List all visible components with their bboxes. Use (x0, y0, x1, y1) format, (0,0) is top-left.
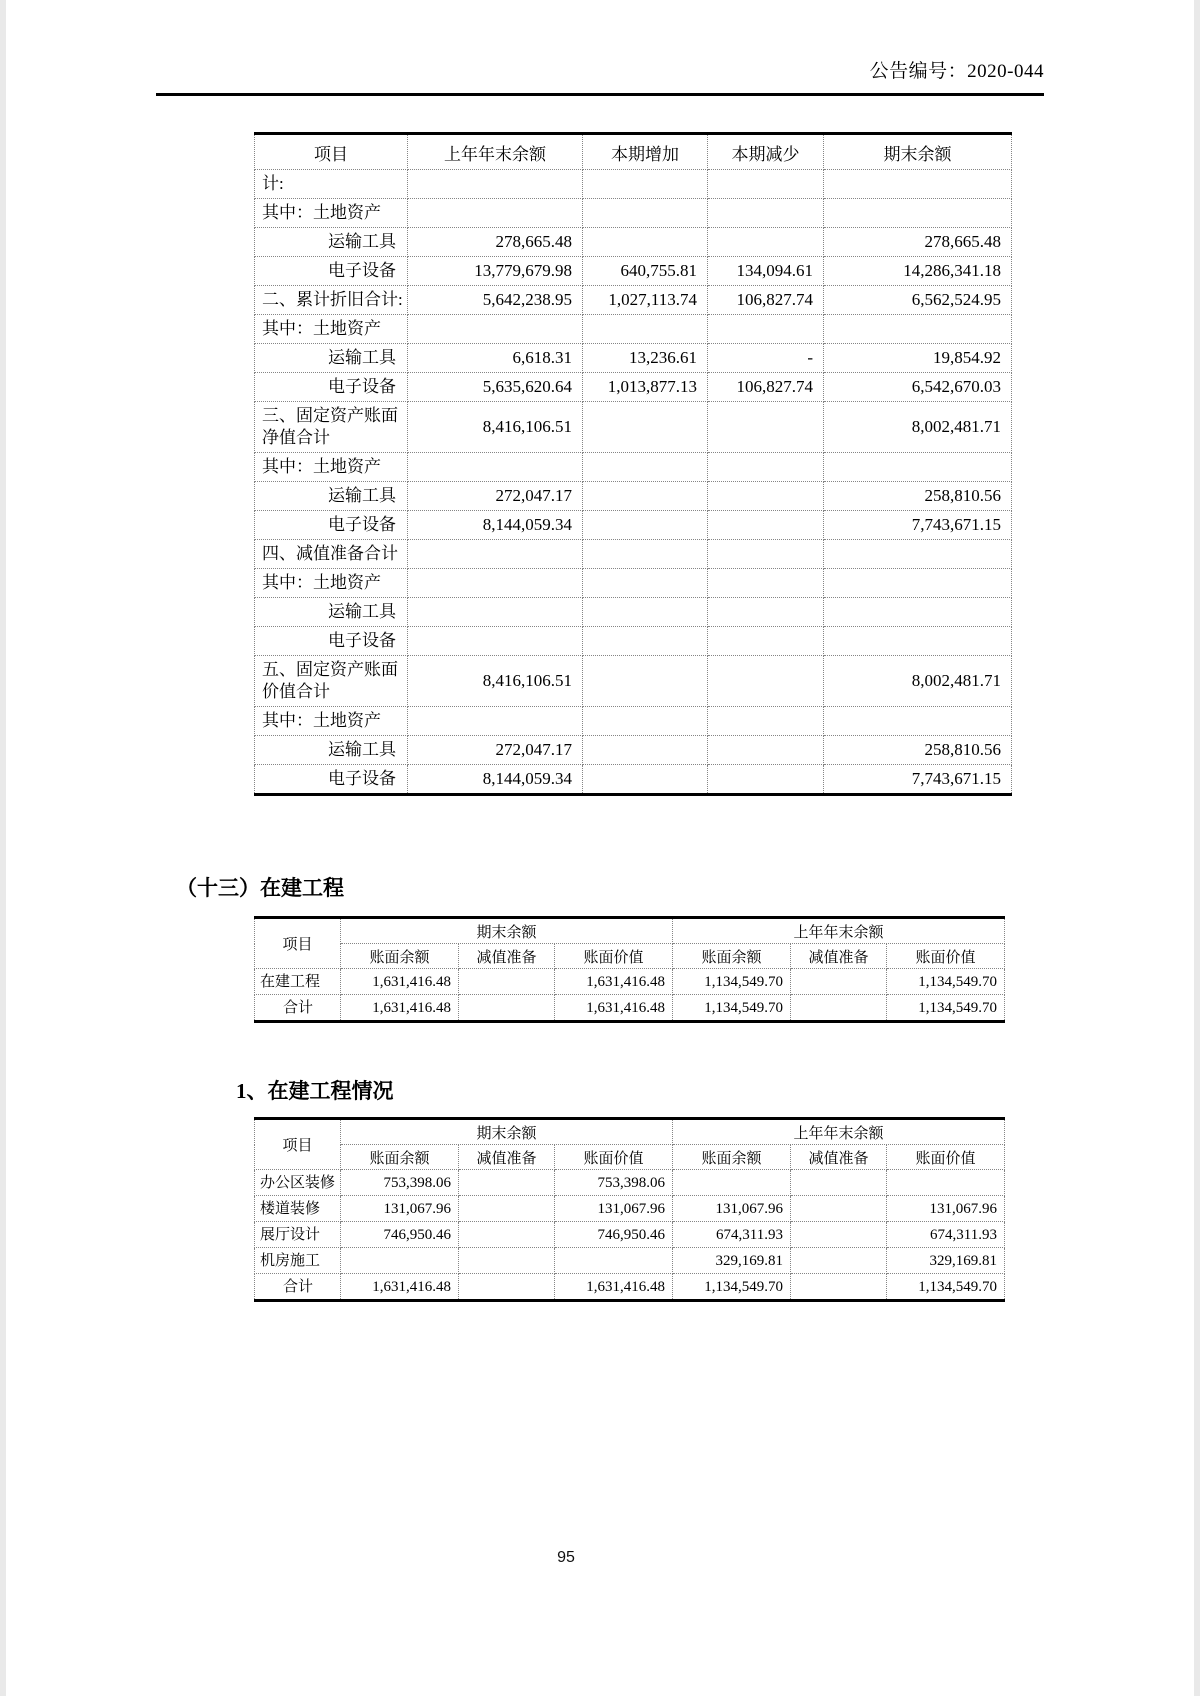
row-label: 在建工程 (255, 969, 341, 995)
cip-detail-table-wrapper (254, 1117, 1044, 1302)
cell-ending-impairment (459, 1274, 555, 1301)
row-label: 其中：土地资产 (255, 315, 408, 344)
cell-prev-book-value: 329,169.81 (887, 1248, 1005, 1274)
cell-period-increase (583, 453, 708, 482)
cell-prev-book-balance: 329,169.81 (673, 1248, 791, 1274)
table-row (255, 402, 1012, 453)
row-label: 运输工具 (255, 598, 408, 627)
row-label: 运输工具 (255, 736, 408, 765)
table-row (255, 344, 1012, 373)
cell-prev-year-balance (408, 627, 583, 656)
cell-ending-balance: 7,743,671.15 (824, 765, 1012, 795)
cell-prev-year-balance (408, 569, 583, 598)
cell-period-increase (583, 569, 708, 598)
row-label: 展厅设计 (255, 1222, 341, 1248)
sub-header-book-value: 账面价值 (555, 1145, 673, 1170)
cell-prev-year-balance (408, 199, 583, 228)
cell-prev-impairment (791, 1274, 887, 1301)
row-label: 电子设备 (255, 257, 408, 286)
cell-prev-impairment (791, 1196, 887, 1222)
row-label: 合计 (255, 1274, 341, 1301)
row-label: 合计 (255, 995, 341, 1022)
cip-detail-sub-header-row (255, 1145, 1005, 1170)
cell-ending-book-balance: 1,631,416.48 (341, 1274, 459, 1301)
cell-ending-balance: 19,854.92 (824, 344, 1012, 373)
cell-prev-year-balance: 13,779,679.98 (408, 257, 583, 286)
cell-period-decrease (708, 569, 824, 598)
row-label: 计: (255, 170, 408, 199)
table-row (255, 736, 1012, 765)
cell-period-increase (583, 199, 708, 228)
row-label: 五、固定资产账面价值合计 (255, 656, 408, 707)
cell-prev-year-balance: 8,144,059.34 (408, 511, 583, 540)
row-label: 其中：土地资产 (255, 707, 408, 736)
section-title-cip-detail: 1、在建工程情况 (236, 1079, 394, 1103)
table-row (255, 540, 1012, 569)
cell-period-decrease: 106,827.74 (708, 286, 824, 315)
cell-ending-impairment (459, 1170, 555, 1196)
cell-ending-book-balance: 753,398.06 (341, 1170, 459, 1196)
cip-summary-sub-header-row (255, 944, 1005, 969)
row-label: 运输工具 (255, 344, 408, 373)
cell-ending-balance: 6,542,670.03 (824, 373, 1012, 402)
table-row (255, 286, 1012, 315)
cell-prev-year-balance: 272,047.17 (408, 736, 583, 765)
table-row (255, 656, 1012, 707)
cell-period-increase (583, 736, 708, 765)
cell-prev-impairment (791, 995, 887, 1022)
cell-prev-year-balance (408, 315, 583, 344)
cell-ending-book-value: 1,631,416.48 (555, 969, 673, 995)
cell-period-decrease: 134,094.61 (708, 257, 824, 286)
row-label: 电子设备 (255, 627, 408, 656)
cell-ending-impairment (459, 1248, 555, 1274)
cell-ending-balance (824, 598, 1012, 627)
cell-period-increase (583, 511, 708, 540)
col-header-prev-year-balance: 上年年末余额 (408, 134, 583, 170)
cell-ending-impairment (459, 969, 555, 995)
row-label: 三、固定资产账面净值合计 (255, 402, 408, 453)
row-label: 其中：土地资产 (255, 453, 408, 482)
row-label: 二、累计折旧合计: (255, 286, 408, 315)
cell-prev-book-balance: 1,134,549.70 (673, 1274, 791, 1301)
cell-period-increase (583, 765, 708, 795)
cell-period-decrease: - (708, 344, 824, 373)
cell-ending-balance: 8,002,481.71 (824, 656, 1012, 707)
cell-ending-balance (824, 707, 1012, 736)
col-header-ending-balance: 期末余额 (824, 134, 1012, 170)
sub-header-book-balance: 账面余额 (673, 1145, 791, 1170)
cell-ending-balance: 278,665.48 (824, 228, 1012, 257)
cip-summary-table (254, 916, 1005, 1023)
cell-ending-book-value: 1,631,416.48 (555, 995, 673, 1022)
cell-prev-year-balance (408, 170, 583, 199)
cell-ending-book-balance: 131,067.96 (341, 1196, 459, 1222)
cell-ending-balance: 258,810.56 (824, 736, 1012, 765)
cell-prev-year-balance: 272,047.17 (408, 482, 583, 511)
row-label: 电子设备 (255, 373, 408, 402)
sub-header-book-balance: 账面余额 (341, 944, 459, 969)
col-header-period-decrease: 本期减少 (708, 134, 824, 170)
cell-prev-book-value: 131,067.96 (887, 1196, 1005, 1222)
table-row (255, 228, 1012, 257)
cell-ending-impairment (459, 1196, 555, 1222)
cell-period-decrease (708, 765, 824, 795)
cell-prev-book-value: 1,134,549.70 (887, 1274, 1005, 1301)
cell-period-decrease (708, 656, 824, 707)
cell-prev-year-balance (408, 540, 583, 569)
cell-ending-balance: 8,002,481.71 (824, 402, 1012, 453)
cell-prev-book-balance (673, 1170, 791, 1196)
cell-period-decrease (708, 598, 824, 627)
cell-prev-year-balance: 278,665.48 (408, 228, 583, 257)
sub-header-book-value: 账面价值 (887, 944, 1005, 969)
sub-header-book-value: 账面价值 (887, 1145, 1005, 1170)
sub-header-impairment: 减值准备 (791, 1145, 887, 1170)
table-row (255, 598, 1012, 627)
table-row (255, 627, 1012, 656)
row-label: 电子设备 (255, 765, 408, 795)
cell-prev-year-balance: 6,618.31 (408, 344, 583, 373)
cell-period-decrease (708, 402, 824, 453)
cell-period-decrease (708, 482, 824, 511)
cell-period-increase (583, 482, 708, 511)
cell-ending-book-value (555, 1248, 673, 1274)
cell-prev-year-balance (408, 598, 583, 627)
cell-ending-balance (824, 540, 1012, 569)
cell-period-increase (583, 598, 708, 627)
cell-period-increase (583, 170, 708, 199)
page-number: 95 (557, 1549, 575, 1566)
page-content (6, 0, 1194, 1302)
cell-prev-year-balance: 5,635,620.64 (408, 373, 583, 402)
col-header-item: 项目 (255, 918, 341, 969)
row-label: 电子设备 (255, 511, 408, 540)
cell-period-decrease (708, 540, 824, 569)
col-header-period-increase: 本期增加 (583, 134, 708, 170)
cell-period-decrease (708, 627, 824, 656)
cell-period-increase (583, 656, 708, 707)
group-header-ending-balance: 期末余额 (341, 918, 673, 944)
cell-ending-book-balance (341, 1248, 459, 1274)
cell-ending-impairment (459, 1222, 555, 1248)
table-row (255, 1170, 1005, 1196)
cell-prev-book-balance: 131,067.96 (673, 1196, 791, 1222)
cip-summary-group-header-row (255, 918, 1005, 944)
cell-ending-balance (824, 627, 1012, 656)
table-row (255, 969, 1005, 995)
cell-ending-balance (824, 315, 1012, 344)
cell-prev-book-value: 674,311.93 (887, 1222, 1005, 1248)
row-label: 四、减值准备合计 (255, 540, 408, 569)
sub-header-book-balance: 账面余额 (341, 1145, 459, 1170)
cell-period-decrease: 106,827.74 (708, 373, 824, 402)
cell-ending-impairment (459, 995, 555, 1022)
group-header-prev-year-balance: 上年年末余额 (673, 1119, 1005, 1145)
cell-ending-balance (824, 453, 1012, 482)
section-title-construction-in-progress: （十三）在建工程 (176, 876, 344, 900)
cell-prev-impairment (791, 1248, 887, 1274)
fixed-assets-table-wrapper (254, 132, 1044, 796)
cell-ending-book-value: 131,067.96 (555, 1196, 673, 1222)
cell-period-decrease (708, 707, 824, 736)
cell-period-increase (583, 707, 708, 736)
cell-ending-balance: 14,286,341.18 (824, 257, 1012, 286)
table-row (255, 170, 1012, 199)
cell-period-increase (583, 315, 708, 344)
cell-prev-impairment (791, 1222, 887, 1248)
cell-period-decrease (708, 736, 824, 765)
sub-header-impairment: 减值准备 (459, 1145, 555, 1170)
cell-ending-balance: 6,562,524.95 (824, 286, 1012, 315)
row-label: 机房施工 (255, 1248, 341, 1274)
cell-period-decrease (708, 453, 824, 482)
notice-number: 公告编号：2020-044 (869, 61, 1044, 82)
row-label: 其中：土地资产 (255, 199, 408, 228)
table-row (255, 707, 1012, 736)
cell-ending-book-value: 746,950.46 (555, 1222, 673, 1248)
table-row (255, 511, 1012, 540)
cell-prev-book-value: 1,134,549.70 (887, 995, 1005, 1022)
cip-detail-group-header-row (255, 1119, 1005, 1145)
table-row (255, 453, 1012, 482)
cell-period-decrease (708, 199, 824, 228)
cell-period-increase: 640,755.81 (583, 257, 708, 286)
row-label: 办公区装修 (255, 1170, 341, 1196)
group-header-ending-balance: 期末余额 (341, 1119, 673, 1145)
cell-prev-book-balance: 1,134,549.70 (673, 995, 791, 1022)
cell-ending-book-balance: 746,950.46 (341, 1222, 459, 1248)
table-row (255, 482, 1012, 511)
cell-period-increase (583, 228, 708, 257)
cell-prev-book-balance: 1,134,549.70 (673, 969, 791, 995)
cell-period-increase: 1,013,877.13 (583, 373, 708, 402)
cell-prev-year-balance: 8,144,059.34 (408, 765, 583, 795)
cell-ending-balance (824, 199, 1012, 228)
cell-period-increase: 13,236.61 (583, 344, 708, 373)
cell-prev-impairment (791, 1170, 887, 1196)
cell-period-increase (583, 540, 708, 569)
cell-ending-balance: 7,743,671.15 (824, 511, 1012, 540)
header-rule (156, 93, 1044, 96)
sub-header-book-balance: 账面余额 (673, 944, 791, 969)
sub-header-impairment: 减值准备 (459, 944, 555, 969)
table-row (255, 315, 1012, 344)
cell-period-increase (583, 627, 708, 656)
cell-period-decrease (708, 511, 824, 540)
cell-period-decrease (708, 170, 824, 199)
table-row (255, 995, 1005, 1022)
table-row (255, 569, 1012, 598)
sub-header-impairment: 减值准备 (791, 944, 887, 969)
cell-prev-book-value: 1,134,549.70 (887, 969, 1005, 995)
cell-prev-year-balance: 8,416,106.51 (408, 656, 583, 707)
cell-ending-book-value: 1,631,416.48 (555, 1274, 673, 1301)
table-row (255, 1222, 1005, 1248)
cell-ending-book-balance: 1,631,416.48 (341, 995, 459, 1022)
cell-ending-balance (824, 170, 1012, 199)
table-row (255, 1196, 1005, 1222)
fixed-assets-movement-table (254, 132, 1012, 796)
cell-prev-book-balance: 674,311.93 (673, 1222, 791, 1248)
cip-summary-table-wrapper (254, 916, 1044, 1023)
table-row (255, 257, 1012, 286)
cell-prev-impairment (791, 969, 887, 995)
fixed-assets-header-row (255, 134, 1012, 170)
col-header-item: 项目 (255, 1119, 341, 1170)
cip-detail-table (254, 1117, 1005, 1302)
cell-period-decrease (708, 228, 824, 257)
table-row (255, 765, 1012, 795)
cell-ending-balance: 258,810.56 (824, 482, 1012, 511)
group-header-prev-year-balance: 上年年末余额 (673, 918, 1005, 944)
cell-period-increase (583, 402, 708, 453)
table-row (255, 199, 1012, 228)
cell-period-decrease (708, 315, 824, 344)
cell-prev-book-value (887, 1170, 1005, 1196)
cell-ending-book-balance: 1,631,416.48 (341, 969, 459, 995)
row-label: 运输工具 (255, 228, 408, 257)
cell-prev-year-balance: 8,416,106.51 (408, 402, 583, 453)
cell-prev-year-balance: 5,642,238.95 (408, 286, 583, 315)
row-label: 楼道装修 (255, 1196, 341, 1222)
row-label: 运输工具 (255, 482, 408, 511)
cell-period-increase: 1,027,113.74 (583, 286, 708, 315)
table-row (255, 1248, 1005, 1274)
sub-header-book-value: 账面价值 (555, 944, 673, 969)
cell-ending-book-value: 753,398.06 (555, 1170, 673, 1196)
table-row (255, 373, 1012, 402)
row-label: 其中：土地资产 (255, 569, 408, 598)
cell-prev-year-balance (408, 707, 583, 736)
table-row (255, 1274, 1005, 1301)
cell-ending-balance (824, 569, 1012, 598)
col-header-item: 项目 (255, 134, 408, 170)
cell-prev-year-balance (408, 453, 583, 482)
